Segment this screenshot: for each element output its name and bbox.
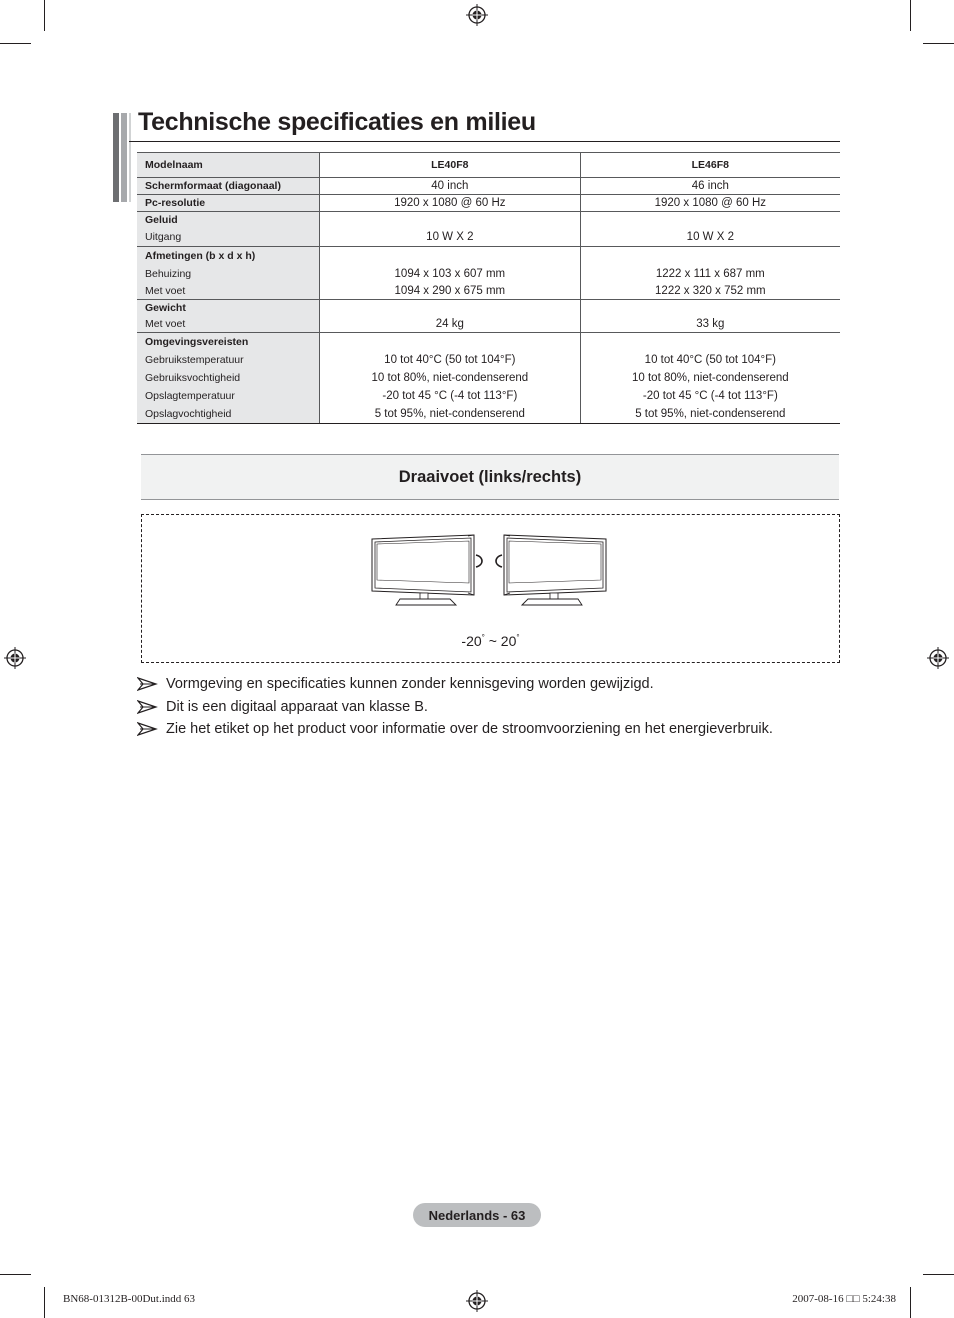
registration-mark-icon (466, 4, 488, 26)
note-arrow-icon (137, 700, 166, 714)
angle-max: ~ 20 (484, 633, 517, 649)
degree-sign: ° (481, 633, 485, 642)
cell-value: 46 inch (691, 180, 729, 192)
row-sublabel: Met voet (145, 318, 186, 330)
cell-value: 40 inch (431, 180, 469, 192)
cell-value: 33 kg (696, 318, 725, 330)
cell-value: 24 kg (435, 318, 464, 330)
table-header-model: LE46F8 (580, 153, 840, 178)
cell-value: 1094 x 103 x 607 mm (394, 268, 506, 280)
table-row (137, 195, 840, 212)
page-title: Technische specificaties en milieu (138, 108, 536, 136)
cell-value: 1222 x 320 x 752 mm (655, 285, 766, 297)
row-label: Omgevingsvereisten (145, 336, 249, 348)
title-accent-bar (113, 113, 119, 202)
title-rule (129, 141, 840, 142)
note-text: Dit is een digitaal apparaat van klasse B. (166, 699, 428, 715)
cell-value: 5 tot 95%, niet-condenserend (635, 408, 786, 420)
crop-mark (0, 43, 31, 44)
row-label: Gewicht (145, 302, 186, 314)
cell-value: 10 W X 2 (686, 231, 734, 243)
table-row (137, 212, 840, 247)
crop-mark (923, 43, 954, 44)
table-header-row (137, 153, 840, 178)
degree-sign: ° (516, 633, 520, 642)
row-label: Pc-resolutie (145, 197, 206, 209)
cell-value: 5 tot 95%, niet-condenserend (374, 408, 525, 420)
table-row (137, 247, 840, 300)
row-label: Afmetingen (b x d x h) (145, 250, 256, 262)
crop-mark (910, 0, 911, 31)
cell-value: -20 tot 45 °C (-4 tot 113°F) (642, 390, 778, 402)
swivel-angle-label (142, 633, 839, 649)
note-item (137, 719, 773, 739)
row-sublabel: Gebruikstemperatuur (145, 354, 244, 366)
row-sublabel: Met voet (145, 285, 186, 297)
registration-mark-icon (927, 647, 949, 669)
cell-value: 10 tot 40°C (50 tot 104°F) (644, 354, 776, 366)
cell-value: 1222 x 111 x 687 mm (655, 268, 765, 280)
row-label: Schermformaat (diagonaal) (145, 180, 281, 192)
print-slug-file: BN68-01312B-00Dut.indd 63 (63, 1293, 195, 1305)
note-arrow-icon (137, 722, 166, 736)
cell-value: 1920 x 1080 @ 60 Hz (394, 197, 506, 209)
print-slug-date: 2007-08-16 □□ 5:24:38 (792, 1293, 896, 1305)
crop-mark (910, 1287, 911, 1318)
cell-value: 10 W X 2 (426, 231, 474, 243)
note-arrow-icon (137, 677, 166, 691)
section-heading: Draaivoet (links/rechts) (141, 454, 839, 500)
note-item (137, 674, 654, 694)
angle-min: -20 (461, 633, 482, 649)
table-row (137, 300, 840, 333)
row-sublabel: Uitgang (145, 231, 182, 243)
title-accent-bar (129, 113, 131, 202)
note-text: Vormgeving en specificaties kunnen zonder kennisgeving worden gewijzigd. (166, 676, 654, 692)
cell-value: 10 tot 40°C (50 tot 104°F) (384, 354, 516, 366)
registration-mark-icon (466, 1290, 488, 1312)
row-label: Geluid (145, 214, 178, 226)
note-text: Zie het etiket op het product voor informatie over de stroomvoorziening en het energieverbruik. (166, 721, 773, 737)
cell-value: 1920 x 1080 @ 60 Hz (654, 197, 767, 209)
crop-mark (44, 1287, 45, 1318)
crop-mark (44, 0, 45, 31)
page-number-badge: Nederlands - 63 (413, 1203, 541, 1227)
cell-value: 10 tot 80%, niet-condenserend (371, 372, 529, 384)
note-item (137, 697, 428, 717)
row-sublabel: Opslagtemperatuur (145, 390, 235, 402)
tv-swivel-illustration (370, 533, 612, 607)
cell-value: 10 tot 80%, niet-condenserend (632, 372, 789, 384)
crop-mark (0, 1274, 31, 1275)
row-sublabel: Gebruiksvochtigheid (145, 372, 241, 384)
spec-table (137, 152, 840, 424)
swivel-figure (141, 514, 840, 663)
cell-value: -20 tot 45 °C (-4 tot 113°F) (382, 390, 518, 402)
table-header-model: LE40F8 (320, 153, 581, 178)
row-sublabel: Opslagvochtigheid (145, 408, 232, 420)
row-sublabel: Behuizing (145, 268, 192, 280)
table-row (137, 178, 840, 195)
registration-mark-icon (4, 647, 26, 669)
title-accent-bar (121, 113, 127, 202)
cell-value: 1094 x 290 x 675 mm (394, 285, 506, 297)
table-row (137, 333, 840, 424)
crop-mark (923, 1274, 954, 1275)
table-header-label: Modelnaam (137, 153, 320, 178)
